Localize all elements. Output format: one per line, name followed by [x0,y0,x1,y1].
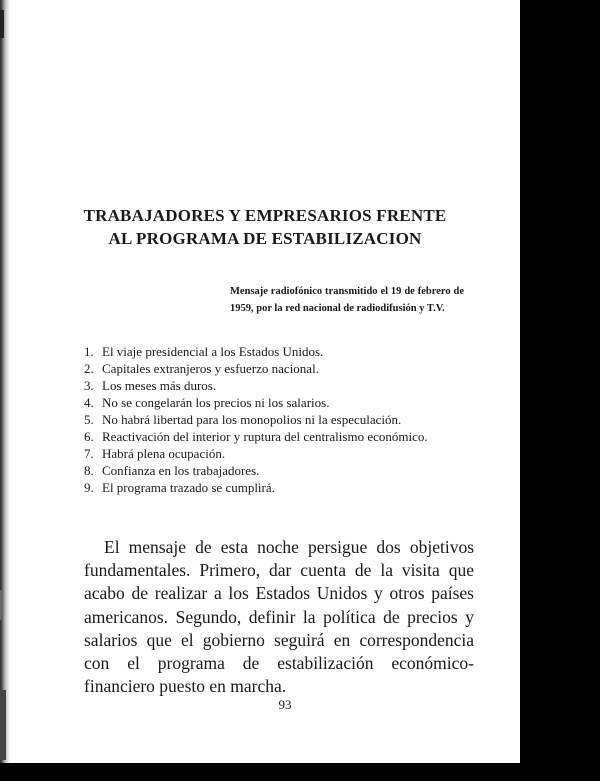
body-paragraph: El mensaje de esta noche persigue dos objetivos fundamentales. Primero, dar cuenta de la visita que acabo de realizar a los Estados Unidos y otros países americanos. Segundo, definir la política de precios y salarios que el gobierno seguirá en correspondencia con el programa de estabilización económico-financiero puesto en marcha. [84,537,474,697]
contents-list [84,343,484,496]
contents-item: 6. Reactivación del interior y ruptura del centralismo económico. [84,429,428,444]
contents-item: 8. Confianza en los trabajadores. [84,463,260,478]
chapter-title [10,204,520,250]
contents-item: 4. No se congelarán los precios ni los salarios. [84,395,330,410]
scan-edge-mark [0,590,3,620]
scan-edge-mark [0,10,4,38]
chapter-title-line: AL PROGRAMA DE ESTABILIZACION [108,229,422,248]
contents-item: 1. El viaje presidencial a los Estados Unidos. [84,344,324,359]
page-number: 93 [278,697,292,712]
chapter-subtitle: Mensaje radiofónico transmitido el 19 de febrero de 1959, por la red nacional de radiodifusión y T.V. [230,286,464,314]
scan-left-edge [0,0,10,781]
contents-item: 9. El programa trazado se cumplirá. [84,480,275,495]
scan-edge-mark [0,690,6,760]
scan-right-border [520,0,600,781]
contents-item: 7. Habrá plena ocupación. [84,446,226,461]
contents-item: 5. No habrá libertad para los monopolios ni la especulación. [84,412,402,427]
contents-item: 3. Los meses más duros. [84,378,217,393]
contents-item: 2. Capitales extranjeros y esfuerzo nacional. [84,361,319,376]
scan-bottom-border [0,763,600,781]
chapter-title-line: TRABAJADORES Y EMPRESARIOS FRENTE [83,206,447,225]
book-page [10,0,520,763]
